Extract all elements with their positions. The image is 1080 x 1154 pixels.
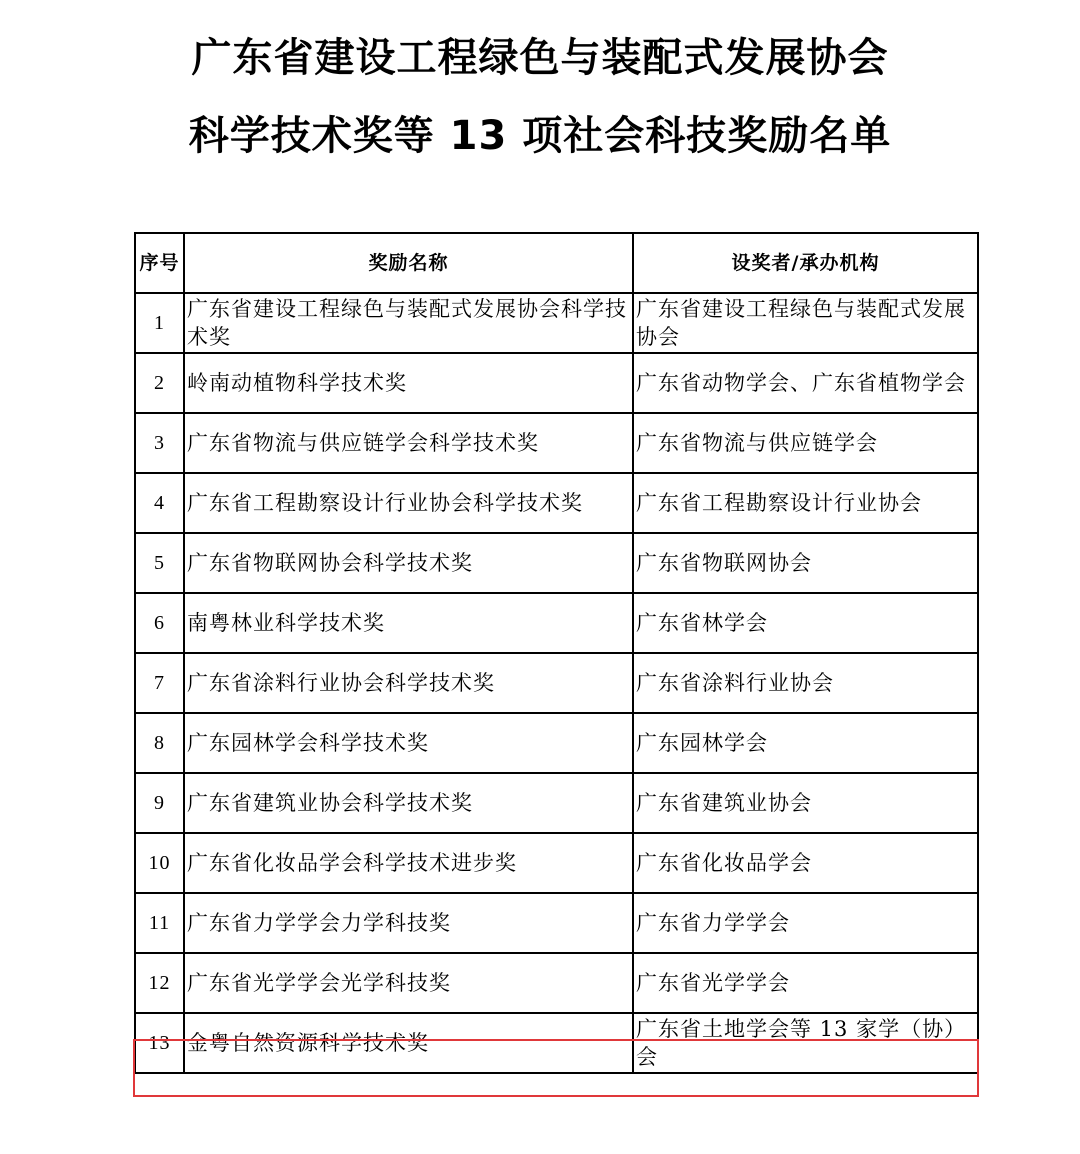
row-number: 13 xyxy=(135,1013,184,1073)
award-name: 南粤林业科学技术奖 xyxy=(184,593,633,653)
row-number: 12 xyxy=(135,953,184,1013)
document-title-line-2: 科学技术奖等 13 项社会科技奖励名单 xyxy=(188,113,892,159)
table-row xyxy=(135,473,978,533)
award-name: 广东省工程勘察设计行业协会科学技术奖 xyxy=(184,473,633,533)
table-row-highlighted xyxy=(135,1013,978,1073)
row-number: 10 xyxy=(135,833,184,893)
row-number: 11 xyxy=(135,893,184,953)
table-row xyxy=(135,713,978,773)
award-name: 广东省建筑业协会科学技术奖 xyxy=(184,773,633,833)
table-row xyxy=(135,953,978,1013)
row-number: 9 xyxy=(135,773,184,833)
table-row xyxy=(135,833,978,893)
table-row xyxy=(135,653,978,713)
award-organizer: 广东省林学会 xyxy=(633,593,978,653)
row-number: 7 xyxy=(135,653,184,713)
header-award-name: 奖励名称 xyxy=(184,233,633,293)
table-row xyxy=(135,773,978,833)
award-organizer: 广东省土地学会等 13 家学（协）会 xyxy=(633,1013,978,1073)
row-number: 2 xyxy=(135,353,184,413)
header-organizer: 设奖者/承办机构 xyxy=(633,233,978,293)
award-organizer: 广东省光学学会 xyxy=(633,953,978,1013)
table-row xyxy=(135,893,978,953)
row-number: 5 xyxy=(135,533,184,593)
row-number: 3 xyxy=(135,413,184,473)
award-organizer: 广东省涂料行业协会 xyxy=(633,653,978,713)
table-row xyxy=(135,413,978,473)
award-organizer: 广东省物联网协会 xyxy=(633,533,978,593)
row-number: 8 xyxy=(135,713,184,773)
award-name: 广东省力学学会力学科技奖 xyxy=(184,893,633,953)
award-organizer: 广东省建设工程绿色与装配式发展协会 xyxy=(633,293,978,353)
award-name: 广东省物流与供应链学会科学技术奖 xyxy=(184,413,633,473)
row-number: 4 xyxy=(135,473,184,533)
award-name: 广东园林学会科学技术奖 xyxy=(184,713,633,773)
award-organizer: 广东省化妆品学会 xyxy=(633,833,978,893)
table-row xyxy=(135,593,978,653)
award-name: 金粤自然资源科学技术奖 xyxy=(184,1013,633,1073)
table-row xyxy=(135,353,978,413)
document-title-line-1: 广东省建设工程绿色与装配式发展协会 xyxy=(191,35,889,81)
header-serial-number: 序号 xyxy=(135,233,184,293)
table-header-row xyxy=(135,233,978,293)
award-organizer: 广东省力学学会 xyxy=(633,893,978,953)
award-name: 广东省物联网协会科学技术奖 xyxy=(184,533,633,593)
award-organizer: 广东省动物学会、广东省植物学会 xyxy=(633,353,978,413)
award-name: 广东省光学学会光学科技奖 xyxy=(184,953,633,1013)
award-organizer: 广东省物流与供应链学会 xyxy=(633,413,978,473)
row-number: 1 xyxy=(135,293,184,353)
award-organizer: 广东园林学会 xyxy=(633,713,978,773)
award-name: 广东省建设工程绿色与装配式发展协会科学技术奖 xyxy=(184,293,633,353)
award-organizer: 广东省工程勘察设计行业协会 xyxy=(633,473,978,533)
award-name: 广东省涂料行业协会科学技术奖 xyxy=(184,653,633,713)
award-organizer: 广东省建筑业协会 xyxy=(633,773,978,833)
table-row xyxy=(135,533,978,593)
awards-table xyxy=(134,232,979,1074)
table-row xyxy=(135,293,978,353)
award-name: 广东省化妆品学会科学技术进步奖 xyxy=(184,833,633,893)
row-number: 6 xyxy=(135,593,184,653)
award-name: 岭南动植物科学技术奖 xyxy=(184,353,633,413)
